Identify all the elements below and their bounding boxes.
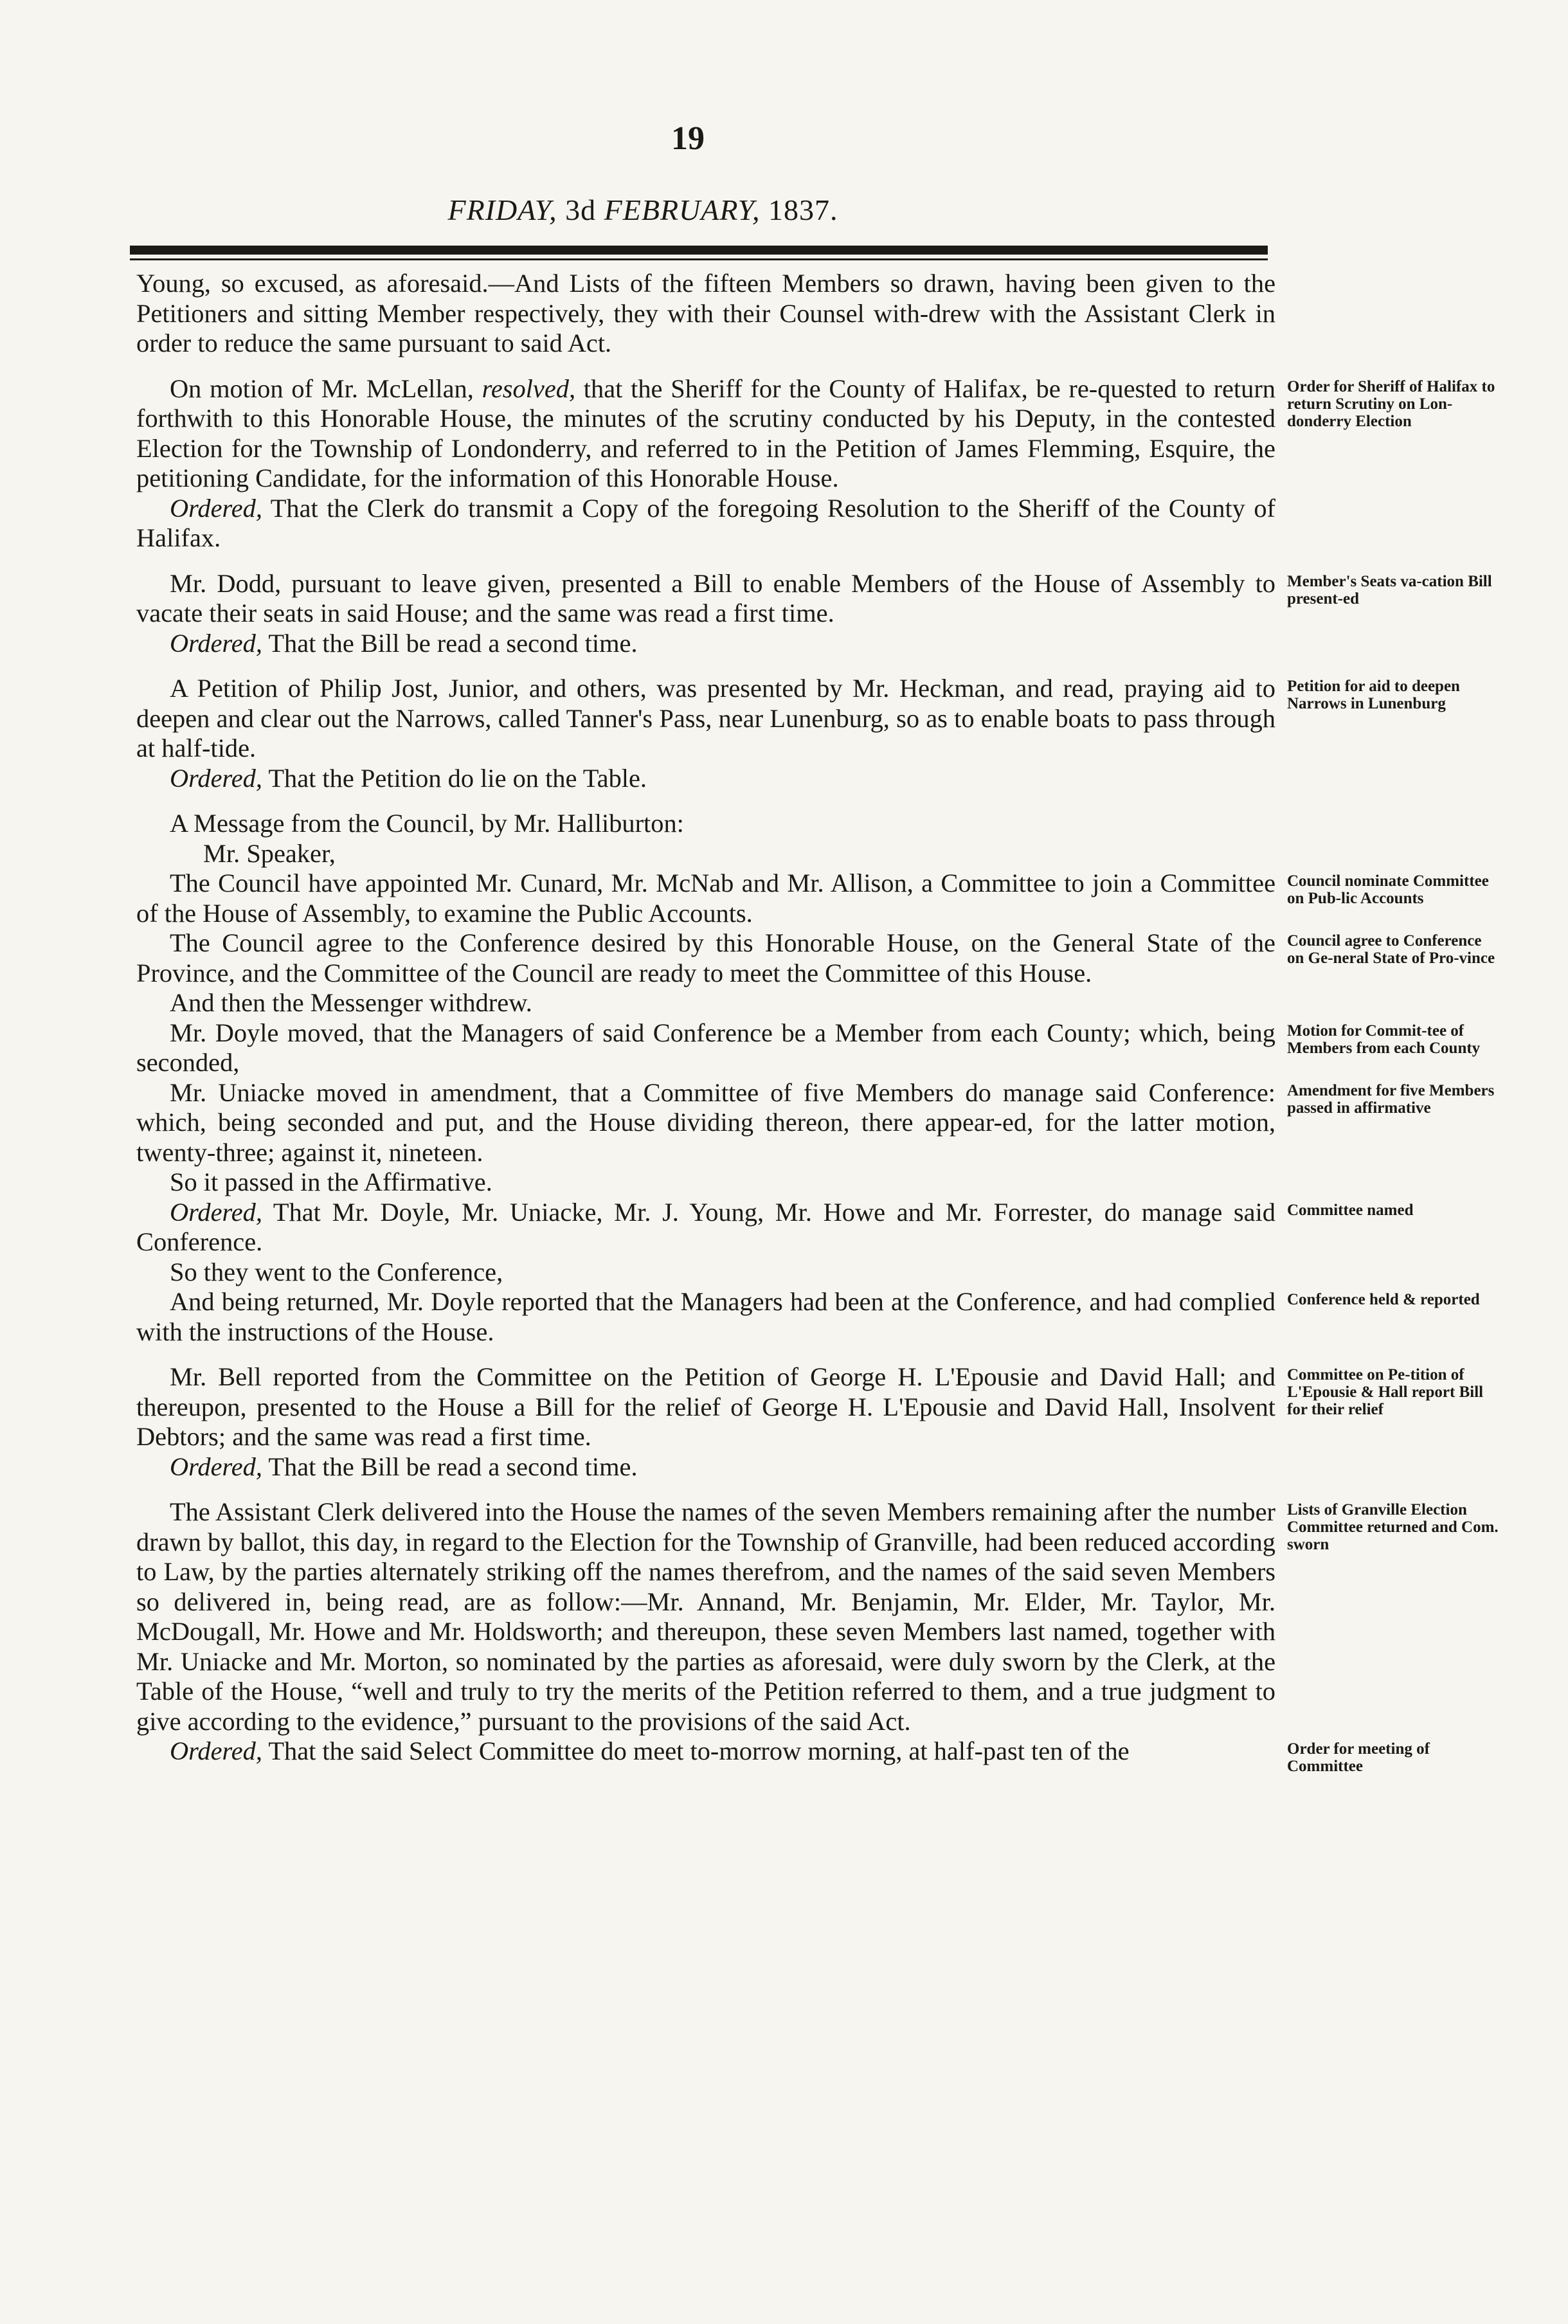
paragraph-affirmative [136, 1167, 1274, 1198]
paragraph-council-conference [136, 928, 1495, 988]
paragraph-dodd-bill [136, 568, 1492, 629]
paragraph-uniacke-amendment [136, 1077, 1495, 1168]
paragraph-order-meeting [136, 1736, 1430, 1775]
margin-note: Council nominate Committee on Pub-lic Accounts [1287, 872, 1489, 907]
header-rule-thin [130, 258, 1268, 260]
running-head-day: FRIDAY, [447, 194, 557, 226]
paragraph-managers-named [136, 1197, 1414, 1257]
margin-note: Amendment for five Members passed in affirmative [1287, 1081, 1495, 1117]
paragraph-council-committee [136, 869, 1489, 928]
header-rule-thick [130, 246, 1268, 255]
paragraph-text: Mr. Doyle moved, that the Managers of said Conference be a Member from each County; which, being seconded, [136, 1018, 1275, 1077]
margin-note: Council agree to Conference on Ge-neral State of Pro-vince [1287, 932, 1495, 967]
paragraph-order-bill-second [136, 1452, 1274, 1482]
margin-note: Motion for Commit-tee of Members from each County [1287, 1022, 1481, 1057]
paragraph-order-transmit [136, 494, 1274, 554]
paragraph-text: Mr. Dodd, pursuant to leave given, presented a Bill to enable Members of the House of Assembly to vacate their seats in said House; and the same was read a first time. [136, 568, 1275, 627]
margin-note: Order for Sheriff of Halifax to return Scrutiny on Lon-donderry Election [1287, 377, 1495, 430]
paragraph-bell-report [136, 1362, 1484, 1452]
paragraph-messenger-withdrew [136, 988, 1274, 1018]
paragraph-text: And being returned, Mr. Doyle reported that the Managers had been at the Conference, and had complied with the instructions of the House. [136, 1287, 1275, 1346]
paragraph-conference-reported [136, 1287, 1480, 1347]
paragraph-text: Ordered, That Mr. Doyle, Mr. Uniacke, Mr. J. Young, Mr. Howe and Mr. Forrester, do manage said Conference. [136, 1197, 1275, 1256]
paragraph-council-message [136, 809, 1274, 839]
running-head [193, 193, 1093, 227]
paragraph-text: The Council have appointed Mr. Cunard, Mr. McNab and Mr. Allison, a Committee to join a Committee of the House of Assembly, to examine the Public Accounts. [136, 869, 1275, 928]
paragraph-text: So they went to the Conference, [170, 1257, 503, 1286]
paragraph-text: Ordered, That the said Select Committee do meet to-morrow morning, at half-past ten of the [170, 1736, 1130, 1765]
paragraph-text: So it passed in the Affirmative. [170, 1167, 492, 1196]
margin-note: Petition for aid to deepen Narrows in Lunenburg [1287, 678, 1460, 712]
paragraph-text: Mr. Uniacke moved in amendment, that a Committee of five Members do manage said Conference: which, being seconded and put, and the House dividing thereon, there appear-ed, for the latter motion, twenty-three; against it, nineteen. [136, 1077, 1275, 1167]
paragraph-mr-speaker [136, 839, 1274, 869]
paragraph-order-table [136, 764, 1274, 794]
journal-body [136, 269, 1499, 2294]
paragraph-text: A Message from the Council, by Mr. Halliburton: [170, 809, 684, 838]
paragraph-text: A Petition of Philip Jost, Junior, and others, was presented by Mr. Heckman, and read, praying aid to deepen and clear out the Narrows, called Tanner's Pass, near Lunenburg, so as to enable boats to pass through at half-tide. [136, 674, 1275, 762]
margin-note: Order for meeting of Committee [1287, 1740, 1430, 1775]
running-head-month: FEBRUARY, [604, 194, 761, 226]
paragraph-text: The Council agree to the Conference desired by this Honorable House, on the General State of the Province, and the Committee of the Council are ready to meet the Committee of this House. [136, 928, 1275, 987]
margin-note: Member's Seats va-cation Bill present-ed [1287, 572, 1492, 608]
paragraph-went-to-conference [136, 1257, 1274, 1288]
paragraph-granville-committee [136, 1497, 1499, 1736]
paragraph-order-second-reading [136, 629, 1274, 659]
paragraph-text: And then the Messenger withdrew. [170, 988, 532, 1017]
paragraph-text: On motion of Mr. McLellan, resolved, that the Sheriff for the County of Halifax, be re-quested to return forthwith to this Honorable House, the minutes of the scrutiny conducted by his Deputy, in the contested Election for the Township of Londonderry, and referred to in the Petition of James Flemming, Esquire, the petitioning Candidate, for the information of this Honorable House. [136, 374, 1275, 492]
paragraph-text: Young, so excused, as aforesaid.—And Lists of the fifteen Members so drawn, having been given to the Petitioners and sitting Member respectively, they with their Counsel with-drew with the Assistant Clerk in order to reduce the same pursuant to said Act. [136, 269, 1275, 357]
margin-note: Conference held & reported [1287, 1291, 1480, 1308]
paragraph-jost-petition [136, 674, 1460, 764]
margin-note: Lists of Granville Election Committee returned and Com. sworn [1287, 1501, 1499, 1553]
paragraph-doyle-motion [136, 1018, 1481, 1078]
paragraph-text: Ordered, That the Clerk do transmit a Copy of the foregoing Resolution to the Sheriff of the County of Halifax. [136, 493, 1275, 552]
paragraph-text: Ordered, That the Petition do lie on the Table. [170, 763, 647, 793]
margin-note: Committee named [1287, 1201, 1414, 1219]
paragraph-text: Ordered, That the Bill be read a second time. [170, 1452, 638, 1481]
paragraph-ballot-lists [136, 269, 1274, 359]
margin-note: Committee on Pe-tition of L'Epousie & Hall report Bill for their relief [1287, 1366, 1484, 1418]
running-head-date: 3d [565, 194, 597, 226]
paragraph-sheriff-motion [136, 374, 1495, 494]
paragraph-text: Mr. Bell reported from the Committee on the Petition of George H. L'Epousie and David Hall; and thereupon, presented to the House a Bill for the relief of George H. L'Epousie and David Hall, Insolvent Debtors; and the same was read a first time. [136, 1362, 1275, 1451]
paragraph-text: Mr. Speaker, [203, 838, 336, 868]
page-number: 19 [671, 120, 705, 157]
paragraph-text: Ordered, That the Bill be read a second time. [170, 628, 638, 658]
running-head-year: 1837. [768, 194, 838, 226]
paragraph-text: The Assistant Clerk delivered into the House the names of the seven Members remaining after the number drawn by ballot, this day, in regard to the Election for the Township of Granville, had been reduced according to Law, by the parties alternately striking off the names therefrom, and the names of the said seven Members so delivered in, being read, are as follow:—Mr. Annand, Mr. Benjamin, Mr. Elder, Mr. Taylor, Mr. McDougall, Mr. Howe and Mr. Holdsworth; and thereupon, these seven Members last named, together with Mr. Uniacke and Mr. Morton, so nominated by the parties as aforesaid, were duly sworn by the Clerk, at the Table of the House, “well and truly to try the merits of the Petition referred to them, and a true judgment to give according to the evidence,” pursuant to the provisions of the said Act. [136, 1497, 1275, 1736]
